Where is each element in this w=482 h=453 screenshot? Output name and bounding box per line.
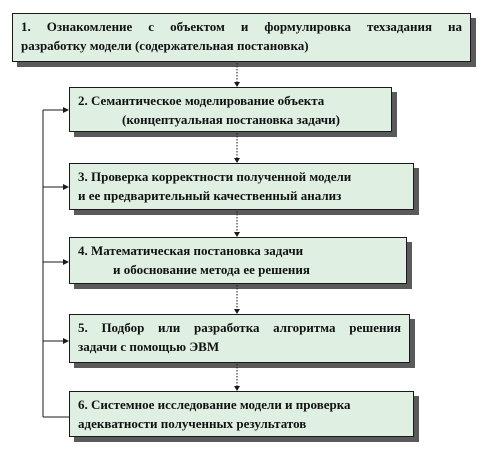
arrowhead-3 xyxy=(234,158,240,163)
feedback-arrowhead-3 xyxy=(63,184,69,190)
feedback-arrowhead-5 xyxy=(63,338,69,344)
step-2-line-2: (концептуальная постановка задачи) xyxy=(122,112,340,127)
step-5-line-2: задачи с помощью ЭВМ xyxy=(78,339,220,354)
feedback-arrowhead-2 xyxy=(63,107,69,113)
step-3-line-1: 3. Проверка корректности полученной модели xyxy=(78,169,352,184)
feedback-arrowhead-4 xyxy=(63,259,69,265)
step-2-line-1: 2. Семантическое моделирование объекта xyxy=(78,93,325,108)
step-6-line-2: адекватности полученных результатов xyxy=(78,416,307,431)
step-5-line-1: 5. Подбор или разработка алгоритма решения xyxy=(78,320,401,335)
step-4-line-2: и обоснование метода ее решения xyxy=(113,262,310,277)
step-6-line-1: 6. Системное исследование модели и проверка xyxy=(78,397,351,412)
arrowhead-5 xyxy=(234,309,240,314)
step-4-line-1: 4. Математическая постановка задачи xyxy=(78,243,304,258)
step-1-line-1: 1. Ознакомление с объектом и формулировка техзадания на xyxy=(21,19,462,34)
arrowhead-4 xyxy=(234,232,240,237)
step-3-line-2: и ее предварительный качественный анализ xyxy=(78,188,342,203)
step-1-line-2: разработку модели (содержательная постановка) xyxy=(21,38,309,53)
arrowhead-6 xyxy=(234,386,240,391)
arrowhead-2 xyxy=(234,82,240,87)
